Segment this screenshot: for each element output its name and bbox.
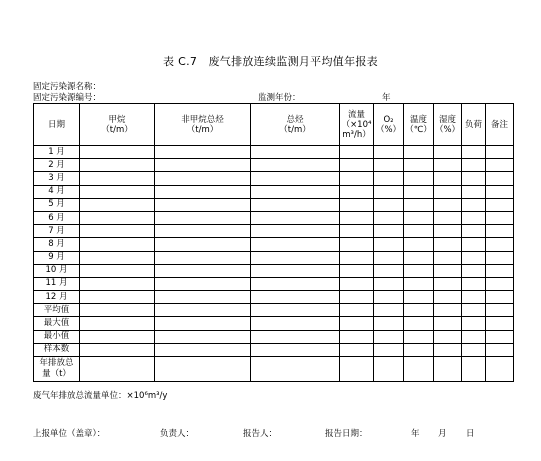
data-cell — [374, 146, 404, 159]
data-cell — [340, 277, 374, 290]
column-header-text: 湿度 — [438, 114, 456, 125]
data-cell — [374, 185, 404, 198]
data-cell — [462, 146, 486, 159]
date-year-label: 年 — [411, 429, 420, 439]
data-cell — [340, 159, 374, 172]
data-cell — [404, 159, 434, 172]
data-cell — [374, 317, 404, 330]
data-cell — [251, 291, 340, 304]
source-code-label: 固定污染源编号： — [33, 93, 102, 103]
data-cell — [462, 317, 486, 330]
data-cell — [486, 264, 514, 277]
data-cell — [80, 146, 155, 159]
data-cell — [251, 225, 340, 238]
data-cell — [486, 343, 514, 356]
data-cell — [251, 146, 340, 159]
data-cell — [251, 317, 340, 330]
column-header — [404, 104, 434, 146]
data-cell — [374, 357, 404, 382]
data-cell — [80, 304, 155, 317]
data-cell — [80, 225, 155, 238]
data-cell — [404, 185, 434, 198]
data-cell — [404, 198, 434, 211]
data-cell — [486, 330, 514, 343]
data-cell — [486, 172, 514, 185]
data-cell — [374, 264, 404, 277]
data-cell — [340, 317, 374, 330]
data-cell — [340, 198, 374, 211]
column-header — [340, 104, 374, 146]
year-unit-label: 年 — [382, 93, 391, 103]
data-cell — [155, 264, 251, 277]
reporter-label: 报告人： — [243, 429, 278, 439]
data-cell — [80, 159, 155, 172]
row-label: 平均值 — [34, 304, 80, 317]
data-cell — [374, 225, 404, 238]
data-cell — [434, 172, 462, 185]
data-cell — [486, 198, 514, 211]
column-header — [251, 104, 340, 146]
row-label: 最小值 — [34, 330, 80, 343]
data-cell — [340, 185, 374, 198]
data-cell — [462, 251, 486, 264]
column-header-text: 甲烷 — [108, 114, 126, 125]
date-month-label: 月 — [438, 429, 447, 439]
data-cell — [462, 343, 486, 356]
reporting-unit-label: 上报单位（盖章）： — [33, 429, 106, 439]
data-cell — [155, 238, 251, 251]
data-cell — [80, 317, 155, 330]
data-cell — [404, 330, 434, 343]
data-cell — [340, 225, 374, 238]
data-cell — [486, 211, 514, 224]
data-cell — [434, 198, 462, 211]
data-cell — [374, 159, 404, 172]
data-cell — [486, 251, 514, 264]
column-header-text: （t/m） — [279, 124, 311, 135]
data-cell — [434, 343, 462, 356]
total-flow-unit-note: 废气年排放总流量单位：×10⁶m³/y — [33, 391, 168, 401]
column-header-text: （×10⁴ — [341, 119, 372, 130]
data-cell — [462, 330, 486, 343]
table-row — [34, 225, 514, 238]
data-cell — [374, 330, 404, 343]
data-cell — [340, 146, 374, 159]
data-cell — [155, 198, 251, 211]
data-cell — [80, 185, 155, 198]
data-cell — [404, 225, 434, 238]
data-cell — [340, 264, 374, 277]
table-row — [34, 238, 514, 251]
data-cell — [80, 277, 155, 290]
report-date-label: 报告日期： — [325, 429, 368, 439]
data-cell — [462, 159, 486, 172]
row-label: 5 月 — [34, 198, 80, 211]
data-cell — [434, 277, 462, 290]
row-label: 样本数 — [34, 343, 80, 356]
data-cell — [434, 304, 462, 317]
data-cell — [340, 357, 374, 382]
data-cell — [251, 251, 340, 264]
data-cell — [251, 185, 340, 198]
data-cell — [434, 146, 462, 159]
column-header-text: 温度 — [409, 114, 427, 125]
data-cell — [155, 185, 251, 198]
data-cell — [251, 159, 340, 172]
data-cell — [434, 317, 462, 330]
column-header-text: （%） — [375, 124, 402, 135]
data-cell — [374, 251, 404, 264]
row-label: 3 月 — [34, 172, 80, 185]
data-cell — [251, 198, 340, 211]
row-label: 9 月 — [34, 251, 80, 264]
row-label: 10 月 — [34, 264, 80, 277]
data-cell — [340, 291, 374, 304]
data-cell — [462, 185, 486, 198]
data-cell — [434, 251, 462, 264]
data-cell — [404, 357, 434, 382]
data-cell — [374, 277, 404, 290]
data-cell — [374, 238, 404, 251]
data-cell — [486, 159, 514, 172]
data-cell — [434, 330, 462, 343]
data-cell — [80, 238, 155, 251]
data-cell — [486, 146, 514, 159]
data-cell — [251, 304, 340, 317]
data-cell — [374, 198, 404, 211]
data-cell — [340, 304, 374, 317]
data-cell — [462, 238, 486, 251]
data-cell — [340, 330, 374, 343]
data-cell — [374, 304, 404, 317]
data-cell — [155, 172, 251, 185]
table-row — [34, 211, 514, 224]
source-name-label: 固定污染源名称： — [33, 82, 102, 92]
data-cell — [80, 357, 155, 382]
data-cell — [251, 264, 340, 277]
table-row — [34, 277, 514, 290]
data-cell — [155, 330, 251, 343]
column-header-text: 非甲烷总烃 — [181, 114, 224, 125]
row-label: 最大值 — [34, 317, 80, 330]
table-row — [34, 185, 514, 198]
table-row-annual-total — [34, 357, 514, 382]
data-cell — [434, 185, 462, 198]
row-label: 12 月 — [34, 291, 80, 304]
data-cell — [251, 172, 340, 185]
data-cell — [404, 251, 434, 264]
data-cell — [404, 211, 434, 224]
column-header-text: m³/h） — [342, 129, 371, 140]
column-header — [434, 104, 462, 146]
data-cell — [80, 291, 155, 304]
data-cell — [462, 172, 486, 185]
row-label: 8 月 — [34, 238, 80, 251]
data-cell — [462, 357, 486, 382]
table-row — [34, 317, 514, 330]
table-row — [34, 251, 514, 264]
row-label: 1 月 — [34, 146, 80, 159]
data-cell — [462, 264, 486, 277]
table-row — [34, 291, 514, 304]
data-cell — [155, 357, 251, 382]
data-cell — [486, 225, 514, 238]
row-label: 2 月 — [34, 159, 80, 172]
data-cell — [251, 357, 340, 382]
row-label: 6 月 — [34, 211, 80, 224]
table-row — [34, 343, 514, 356]
data-cell — [155, 146, 251, 159]
row-label: 7 月 — [34, 225, 80, 238]
data-cell — [462, 198, 486, 211]
data-cell — [374, 343, 404, 356]
data-cell — [340, 211, 374, 224]
monthly-average-table — [33, 103, 514, 382]
column-header-text: 流量 — [347, 109, 365, 120]
column-header — [155, 104, 251, 146]
data-cell — [404, 291, 434, 304]
table-row — [34, 330, 514, 343]
table-row — [34, 264, 514, 277]
data-cell — [404, 264, 434, 277]
data-cell — [404, 304, 434, 317]
table-body — [34, 146, 514, 382]
column-header-text: （%） — [434, 124, 461, 135]
column-header-text: 负荷 — [464, 119, 482, 130]
row-label-text: 年排放总 — [39, 358, 74, 368]
data-cell — [486, 277, 514, 290]
data-cell — [155, 159, 251, 172]
data-cell — [434, 291, 462, 304]
table-row — [34, 198, 514, 211]
data-cell — [374, 211, 404, 224]
data-cell — [486, 291, 514, 304]
table-row — [34, 146, 514, 159]
data-cell — [462, 304, 486, 317]
data-cell — [462, 225, 486, 238]
data-cell — [155, 211, 251, 224]
table-row — [34, 172, 514, 185]
data-cell — [486, 304, 514, 317]
data-cell — [486, 238, 514, 251]
data-cell — [434, 211, 462, 224]
data-cell — [486, 185, 514, 198]
data-cell — [462, 211, 486, 224]
column-header-text: 备注 — [490, 119, 508, 130]
data-cell — [251, 211, 340, 224]
data-cell — [80, 251, 155, 264]
date-day-label: 日 — [466, 429, 475, 439]
data-cell — [340, 343, 374, 356]
data-cell — [486, 317, 514, 330]
data-cell — [374, 291, 404, 304]
data-cell — [404, 146, 434, 159]
data-cell — [404, 238, 434, 251]
column-header-text: 日期 — [47, 119, 65, 130]
data-cell — [80, 330, 155, 343]
data-cell — [80, 343, 155, 356]
monitoring-year-label: 监测年份： — [258, 93, 301, 103]
column-header-text: （t/m） — [101, 124, 133, 135]
data-cell — [155, 304, 251, 317]
data-cell — [486, 357, 514, 382]
row-label — [34, 357, 80, 382]
data-cell — [462, 277, 486, 290]
column-header — [462, 104, 486, 146]
data-cell — [404, 277, 434, 290]
data-cell — [251, 238, 340, 251]
column-header-text: （℃） — [405, 124, 432, 135]
data-cell — [80, 172, 155, 185]
data-cell — [434, 238, 462, 251]
column-header — [374, 104, 404, 146]
data-cell — [155, 291, 251, 304]
data-cell — [80, 264, 155, 277]
column-header — [80, 104, 155, 146]
responsible-person-label: 负责人： — [160, 429, 195, 439]
column-header — [34, 104, 80, 146]
data-cell — [434, 225, 462, 238]
data-cell — [340, 251, 374, 264]
data-cell — [404, 317, 434, 330]
column-header-text: 总烃 — [286, 114, 304, 125]
row-label-text: 量（t） — [42, 369, 71, 379]
table-row — [34, 304, 514, 317]
data-cell — [251, 277, 340, 290]
column-header-text: O₂ — [383, 114, 394, 125]
table-header-row — [34, 104, 514, 146]
data-cell — [374, 172, 404, 185]
data-cell — [404, 172, 434, 185]
data-cell — [251, 330, 340, 343]
data-cell — [434, 159, 462, 172]
data-cell — [155, 251, 251, 264]
row-label: 4 月 — [34, 185, 80, 198]
data-cell — [251, 343, 340, 356]
data-cell — [434, 264, 462, 277]
data-cell — [155, 225, 251, 238]
row-label: 11 月 — [34, 277, 80, 290]
data-cell — [434, 357, 462, 382]
data-cell — [80, 198, 155, 211]
data-cell — [155, 317, 251, 330]
data-cell — [340, 238, 374, 251]
data-cell — [340, 172, 374, 185]
table-row — [34, 159, 514, 172]
data-cell — [462, 291, 486, 304]
data-cell — [80, 211, 155, 224]
report-title: 表 C.7 废气排放连续监测月平均值年报表 — [163, 55, 378, 68]
data-cell — [155, 277, 251, 290]
column-header — [486, 104, 514, 146]
data-cell — [404, 343, 434, 356]
column-header-text: （t/m） — [186, 124, 219, 135]
data-cell — [155, 343, 251, 356]
